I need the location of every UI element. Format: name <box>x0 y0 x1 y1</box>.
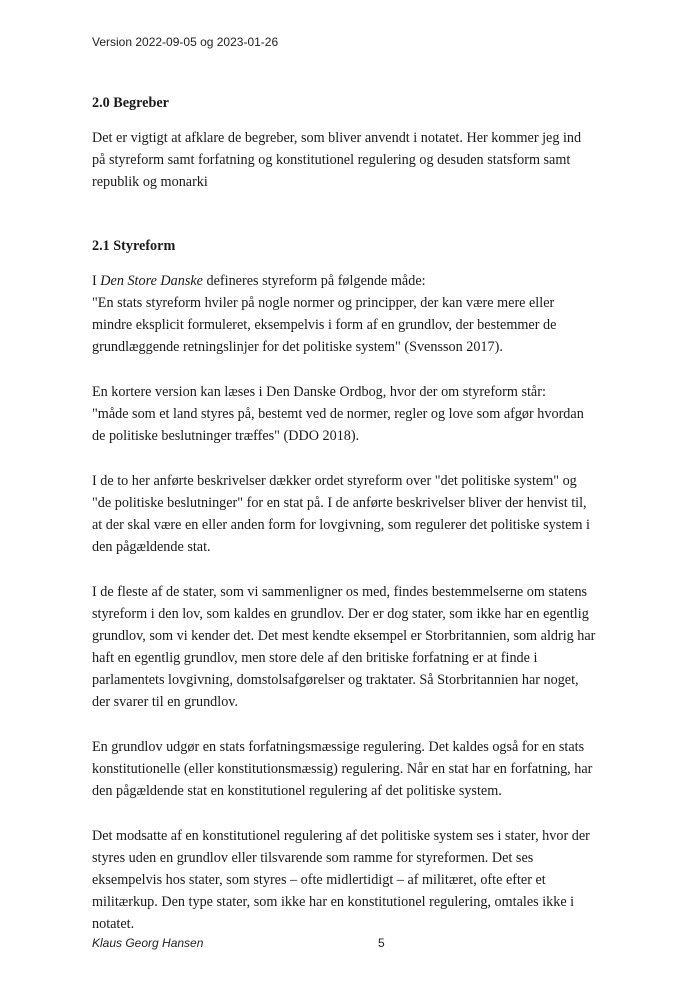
paragraph-modsatte: Det modsatte af en konstitutionel regulering af det politiske system ses i stater, hvor der styres uden en grundlov eller tilsvarende som ramme for styreformen. Det ses eksempelvis hos stater, som styres – ofte midlertidigt – af militæret, ofte efter et militærkup. Den type stater, som ikke har en konstitutionel regulering, omtales ikke i notatet. <box>92 828 590 932</box>
paragraph-ddo <box>92 381 597 447</box>
intro-suffix: defineres styreform på følgende måde: <box>202 273 426 289</box>
source-title-den-store-danske: Den Store Danske <box>100 273 203 289</box>
section-heading-begreber: 2.0 Begreber <box>92 95 169 111</box>
section-heading-styreform: 2.1 Styreform <box>92 238 176 254</box>
ddo-intro-line: En kortere version kan læses i Den Danske Ordbog, hvor der om styreform står: <box>92 384 546 400</box>
quote-ddo: "måde som et land styres på, bestemt ved de normer, regler og love som afgør hvordan de politiske beslutninger træffes" (DDO 2018). <box>92 406 584 444</box>
document-body <box>92 92 597 958</box>
paragraph-den-store-danske <box>92 270 597 358</box>
page-footer <box>92 936 597 950</box>
paragraph-forfatning: En grundlov udgør en stats forfatningsmæssige regulering. Det kaldes også for en stats konstitutionelle (eller konstitutionsmæssig) regulering. Når en stat har en forfatning, har den pågældende stat en konstitutionel regulering af det politiske system. <box>92 739 593 799</box>
paragraph-grundlov-stater: I de fleste af de stater, som vi sammenligner os med, findes bestemmelserne om statens styreform i den lov, som kaldes en grundlov. Der er dog stater, som ikke har en egentlig grundlov, som vi kender det. Det mest kendte eksempel er Storbritannien, som aldrig har haft en egentlig grundlov, men store dele af den britiske forfatning er at finde i parlamentets lovgivning, domstolsafgørelser og traktater. Så Storbritannien har noget, der svarer til en grundlov. <box>92 584 596 710</box>
footer-author: Klaus Georg Hansen <box>92 936 204 950</box>
quote-svensson: "En stats styreform hviler på nogle normer og principper, der kan være mere eller mindre eksplicit formuleret, eksempelvis i form af en grundlov, der bestemmer de grundlæggende retningslinjer for det politiske system" (Svensson 2017). <box>92 295 557 355</box>
page-number: 5 <box>378 936 385 950</box>
version-header: Version 2022-09-05 og 2023-01-26 <box>92 35 279 49</box>
paragraph-begreber-intro: Det er vigtigt at afklare de begreber, som bliver anvendt i notatet. Her kommer jeg ind på styreform samt forfatning og konstitutionel regulering og desuden statsform samt republik og monarki <box>92 130 582 190</box>
paragraph-beskrivelser: I de to her anførte beskrivelser dækker ordet styreform over "det politiske system" og "de politiske beslutninger" for en stat på. I de anførte beskrivelser bliver der henvist til, at der skal være en eller anden form for lovgivning, som regulerer det politiske system i den pågældende stat. <box>92 473 591 555</box>
intro-prefix: I <box>92 273 101 289</box>
